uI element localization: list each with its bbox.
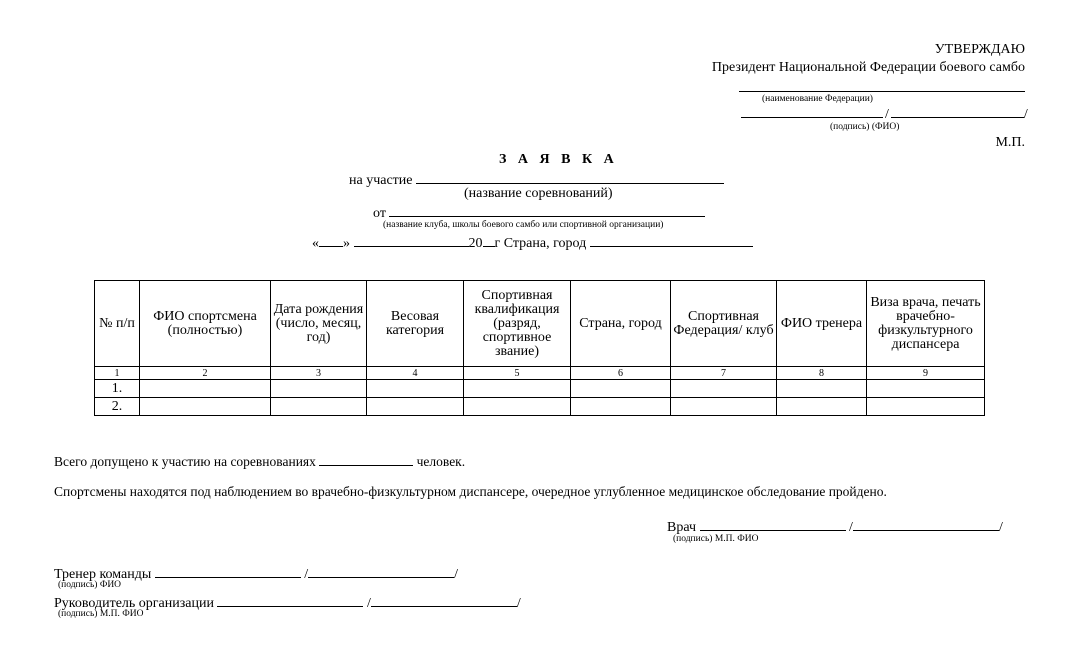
year-prefix: 20 bbox=[468, 236, 483, 251]
head-signature-field[interactable] bbox=[217, 593, 363, 607]
column-number: 6 bbox=[571, 367, 671, 380]
doctor-label: Врач bbox=[667, 520, 697, 535]
cell-athlete-name[interactable] bbox=[140, 380, 271, 398]
header-number: № п/п bbox=[95, 281, 140, 367]
approval-signature-field[interactable] bbox=[741, 104, 883, 118]
doctor-fio-field[interactable] bbox=[853, 517, 999, 531]
cell-doctor-visa[interactable] bbox=[867, 398, 985, 416]
club-name-field[interactable] bbox=[389, 203, 705, 217]
date-line bbox=[312, 233, 753, 252]
cell-athlete-name[interactable] bbox=[140, 398, 271, 416]
cell-birth-date[interactable] bbox=[271, 398, 367, 416]
header-weight-category: Весовая категория bbox=[367, 281, 464, 367]
header-athlete-name: ФИО спортсмена (полностью) bbox=[140, 281, 271, 367]
cell-doctor-visa[interactable] bbox=[867, 380, 985, 398]
approval-sep-end: / bbox=[1023, 107, 1028, 122]
from-label: от bbox=[373, 206, 386, 221]
participants-table bbox=[94, 280, 985, 416]
head-label: Руководитель организации bbox=[54, 596, 214, 611]
column-number: 5 bbox=[464, 367, 571, 380]
header-birth-date: Дата рождения (число, месяц, год) bbox=[271, 281, 367, 367]
column-number-row bbox=[95, 367, 985, 380]
doctor-signature-field[interactable] bbox=[700, 517, 846, 531]
city-field[interactable] bbox=[590, 233, 753, 247]
doctor-caption: (подпись) М.П. ФИО bbox=[673, 534, 759, 544]
column-number: 9 bbox=[867, 367, 985, 380]
column-number: 3 bbox=[271, 367, 367, 380]
federation-caption: (наименование Федерации) bbox=[762, 94, 873, 104]
approval-president: Президент Национальной Федерации боевого самбо bbox=[711, 60, 1025, 75]
column-number: 4 bbox=[367, 367, 464, 380]
coach-caption: (подпись) ФИО bbox=[58, 580, 122, 590]
cell-federation-club[interactable] bbox=[671, 380, 777, 398]
header-federation-club: Спортивная Федерация/ клуб bbox=[671, 281, 777, 367]
coach-signature-field[interactable] bbox=[155, 564, 301, 578]
doctor-sep-end: / bbox=[998, 520, 1003, 535]
header-coach-name: ФИО тренера bbox=[777, 281, 867, 367]
competition-caption: (название соревнований) bbox=[464, 186, 613, 201]
cell-country-city[interactable] bbox=[571, 380, 671, 398]
row-number: 2. bbox=[95, 398, 140, 416]
approval-seal: М.П. bbox=[995, 135, 1025, 150]
head-sep: / bbox=[366, 596, 371, 611]
table-row bbox=[95, 380, 985, 398]
approval-fio-field[interactable] bbox=[891, 104, 1024, 118]
cell-coach-name[interactable] bbox=[777, 380, 867, 398]
column-number: 8 bbox=[777, 367, 867, 380]
header-country-city: Страна, город bbox=[571, 281, 671, 367]
day-field[interactable] bbox=[319, 233, 343, 247]
date-open-quote: « bbox=[312, 236, 319, 251]
date-close-quote: » bbox=[343, 236, 350, 251]
cell-coach-name[interactable] bbox=[777, 398, 867, 416]
column-number: 2 bbox=[140, 367, 271, 380]
coach-sep: / bbox=[304, 567, 309, 582]
cell-federation-club[interactable] bbox=[671, 398, 777, 416]
cell-qualification[interactable] bbox=[464, 398, 571, 416]
cell-weight-category[interactable] bbox=[367, 380, 464, 398]
total-count-field[interactable] bbox=[319, 452, 413, 466]
year-suffix-location: г Страна, город bbox=[494, 236, 587, 251]
cell-weight-category[interactable] bbox=[367, 398, 464, 416]
total-label: Всего допущено к участию на соревнованиях bbox=[54, 454, 316, 469]
head-caption: (подпись) М.П. ФИО bbox=[58, 609, 144, 619]
club-caption: (название клуба, школы боевого самбо или спортивной организации) bbox=[383, 220, 664, 230]
approval-title: УТВЕРЖДАЮ bbox=[934, 42, 1025, 57]
application-title: З А Я В К А bbox=[499, 152, 618, 167]
total-unit: человек. bbox=[416, 454, 466, 469]
cell-birth-date[interactable] bbox=[271, 380, 367, 398]
year-field[interactable] bbox=[483, 233, 495, 247]
approval-sep: / bbox=[885, 107, 889, 122]
head-sep-end: / bbox=[516, 596, 521, 611]
header-doctor-visa: Виза врача, печать врачебно-физкультурного диспансера bbox=[867, 281, 985, 367]
coach-label: Тренер команды bbox=[54, 567, 152, 582]
participation-label: на участие bbox=[349, 173, 413, 188]
coach-fio-field[interactable] bbox=[308, 564, 454, 578]
doctor-sep: / bbox=[849, 520, 853, 535]
competition-name-field[interactable] bbox=[416, 170, 724, 184]
approval-signature-line bbox=[741, 104, 1028, 123]
header-qualification: Спортивная квалификация (разряд, спортивное звание) bbox=[464, 281, 571, 367]
medical-statement: Спортсмены находятся под наблюдением во врачебно-физкультурном диспансере, очередное углубленное медицинское обследование пройдено. bbox=[54, 484, 887, 499]
row-number: 1. bbox=[95, 380, 140, 398]
head-fio-field[interactable] bbox=[371, 593, 517, 607]
cell-qualification[interactable] bbox=[464, 380, 571, 398]
table-row bbox=[95, 398, 985, 416]
total-admitted-line bbox=[54, 452, 465, 470]
approval-sign-caption: (подпись) (ФИО) bbox=[830, 122, 900, 132]
coach-sep-end: / bbox=[454, 567, 459, 582]
federation-line[interactable] bbox=[739, 91, 1025, 92]
column-number: 1 bbox=[95, 367, 140, 380]
column-number: 7 bbox=[671, 367, 777, 380]
month-field[interactable] bbox=[354, 233, 469, 247]
cell-country-city[interactable] bbox=[571, 398, 671, 416]
